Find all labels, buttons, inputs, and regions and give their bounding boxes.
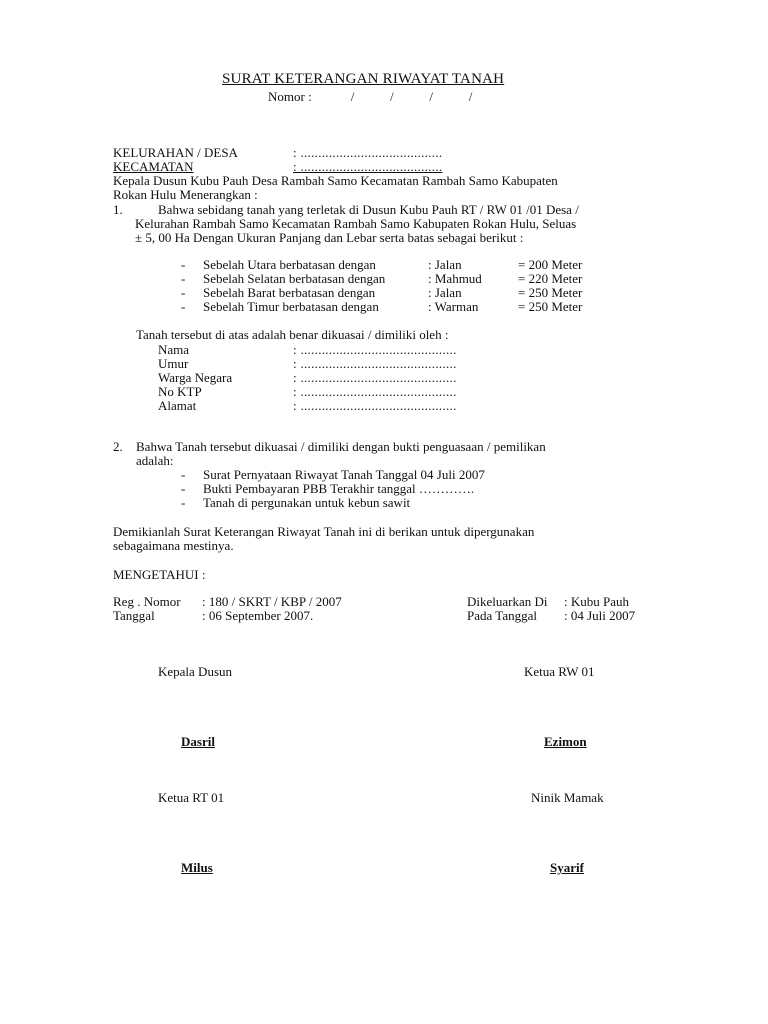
evidence-dash: - — [181, 495, 186, 510]
signatory-role: Ninik Mamak — [531, 790, 604, 805]
owner-field-value: : ............................................ — [293, 342, 457, 357]
kelurahan-label: KELURAHAN / DESA — [113, 145, 238, 160]
border-size: = 250 Meter — [518, 299, 583, 314]
point1-line: Bahwa sebidang tanah yang terletak di Dusun Kubu Pauh RT / RW 01 /01 Desa / — [158, 202, 579, 217]
border-side: Sebelah Utara berbatasan dengan — [203, 257, 376, 272]
border-size: = 220 Meter — [518, 271, 583, 286]
border-side: Sebelah Timur berbatasan dengan — [203, 299, 379, 314]
evidence-item: Bukti Pembayaran PBB Terakhir tanggal …………. — [203, 481, 475, 496]
point1-line: Kelurahan Rambah Samo Kecamatan Rambah Samo Kabupaten Rokan Hulu, Seluas — [135, 216, 577, 231]
border-name: : Jalan — [428, 257, 462, 272]
intro-line: Kepala Dusun Kubu Pauh Desa Rambah Samo Kecamatan Rambah Samo Kabupaten — [113, 173, 558, 188]
document-title: SURAT KETERANGAN RIWAYAT TANAH — [222, 71, 505, 87]
owner-field-value: : ............................................ — [293, 370, 457, 385]
reg-label: Reg . Nomor — [113, 594, 181, 609]
point-number: 2. — [113, 439, 123, 454]
tanggal-value: : 06 September 2007. — [202, 608, 314, 623]
evidence-item: Tanah di pergunakan untuk kebun sawit — [203, 495, 411, 510]
point2-line: adalah: — [136, 453, 174, 468]
signatory-role: Ketua RT 01 — [158, 790, 225, 805]
intro-line: Rokan Hulu Menerangkan : — [113, 187, 258, 202]
owner-field-label: Nama — [158, 342, 190, 357]
signatory-name: Dasril — [181, 734, 215, 749]
border-dash: - — [181, 257, 186, 272]
owner-field-value: : ............................................ — [293, 356, 457, 371]
point2-line: Bahwa Tanah tersebut dikuasai / dimiliki dengan bukti penguasaan / pemilikan — [136, 439, 546, 454]
owner-field-label: Warga Negara — [158, 370, 233, 385]
border-side: Sebelah Selatan berbatasan dengan — [203, 271, 386, 286]
border-side: Sebelah Barat berbatasan dengan — [203, 285, 376, 300]
owner-field-label: Umur — [158, 356, 189, 371]
owner-field-label: Alamat — [158, 398, 197, 413]
border-name: : Mahmud — [428, 271, 482, 286]
evidence-item: Surat Pernyataan Riwayat Tanah Tanggal 04 Juli 2007 — [203, 467, 485, 482]
signatory-role: Kepala Dusun — [158, 664, 233, 679]
signatory-name: Ezimon — [544, 734, 587, 749]
closing-line: sebagaimana mestinya. — [113, 538, 234, 553]
evidence-dash: - — [181, 467, 186, 482]
kecamatan-value: : ........................................ — [293, 159, 443, 174]
evidence-dash: - — [181, 481, 186, 496]
dikeluarkan-label: Dikeluarkan Di — [467, 594, 548, 609]
pada-tanggal-value: : 04 Juli 2007 — [564, 608, 636, 623]
kelurahan-value: : ........................................ — [293, 145, 443, 160]
reg-value: : 180 / SKRT / KBP / 2007 — [202, 594, 342, 609]
border-dash: - — [181, 299, 186, 314]
pada-tanggal-label: Pada Tanggal — [467, 608, 537, 623]
border-dash: - — [181, 285, 186, 300]
signatory-name: Milus — [181, 860, 213, 875]
owner-field-value: : ............................................ — [293, 384, 457, 399]
nomor-line: Nomor : / / / / — [268, 89, 473, 104]
border-dash: - — [181, 271, 186, 286]
owner-field-label: No KTP — [158, 384, 202, 399]
signatory-name: Syarif — [550, 860, 584, 875]
closing-line: Demikianlah Surat Keterangan Riwayat Tanah ini di berikan untuk dipergunakan — [113, 524, 535, 539]
border-size: = 250 Meter — [518, 285, 583, 300]
kecamatan-label: KECAMATAN — [113, 159, 194, 174]
border-name: : Warman — [428, 299, 479, 314]
dikeluarkan-value: : Kubu Pauh — [564, 594, 629, 609]
tanggal-label: Tanggal — [113, 608, 155, 623]
signatory-role: Ketua RW 01 — [524, 664, 595, 679]
point1-line: ± 5, 00 Ha Dengan Ukuran Panjang dan Lebar serta batas sebagai berikut : — [135, 230, 524, 245]
border-size: = 200 Meter — [518, 257, 583, 272]
mengetahui-label: MENGETAHUI : — [113, 567, 206, 582]
owner-field-value: : ............................................ — [293, 398, 457, 413]
owner-intro: Tanah tersebut di atas adalah benar dikuasai / dimiliki oleh : — [136, 327, 449, 342]
border-name: : Jalan — [428, 285, 462, 300]
point-number: 1. — [113, 202, 123, 217]
